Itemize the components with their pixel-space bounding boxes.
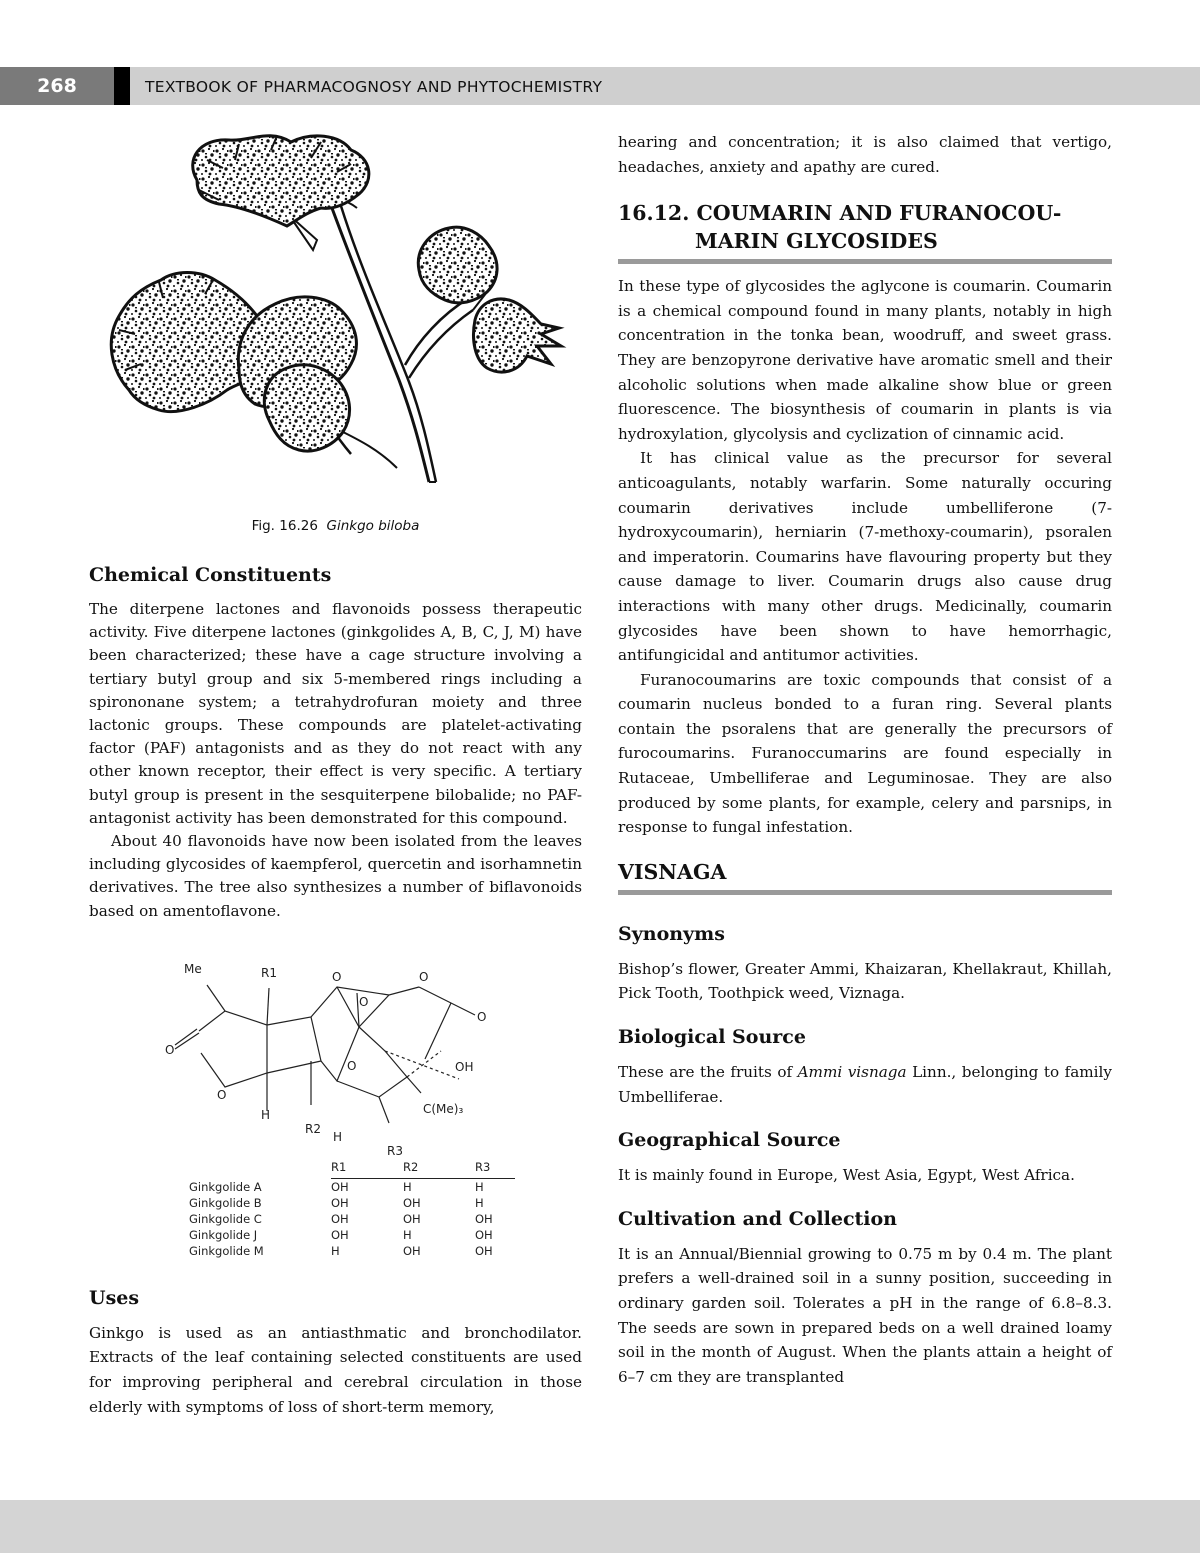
biological-source-heading: Biological Source [618,1026,806,1049]
table-cell: OH [475,1211,493,1226]
table-cell: H [403,1179,412,1194]
section-heading-line-2: MARIN GLYCOSIDES [695,229,938,254]
table-row [189,1227,515,1243]
table-cell: Ginkgolide C [189,1211,262,1226]
table-cell: OH [475,1243,493,1258]
table-header-cell: R2 [403,1159,475,1179]
table-cell: H [403,1227,412,1242]
ginkgolide-structure [89,943,582,1273]
table-cell: Ginkgolide A [189,1179,262,1194]
figure-caption [89,518,582,534]
figure-label: Fig. 16.26 [251,518,318,534]
figure-caption-text: Ginkgo biloba [326,518,420,534]
label-o-right: O [477,1009,487,1024]
table-cell: OH [331,1227,349,1242]
table-header-cell [189,1159,331,1179]
page-number: 268 [0,67,114,105]
chemical-constituents-paragraph-2: About 40 flavonoids have now been isolated from the leaves including glycosides of kaempferol, quercetin and isorhamnetin derivatives. The tree also synthesizes a number of biflavonoids based on amentoflavone. [89,832,582,920]
table-cell: Ginkgolide B [189,1195,262,1210]
label-r1: R1 [261,965,277,980]
table-cell: OH [403,1211,421,1226]
synonyms-paragraph: Bishop’s flower, Greater Ammi, Khaizaran, Khellakraut, Khillah, Pick Tooth, Toothpick weed, Viznaga. [618,959,1112,1003]
section-heading-visnaga [618,858,1112,895]
ginkgo-figure [89,120,582,510]
table-header-cell: R1 [331,1159,403,1179]
uses-paragraph: Ginkgo is used as an antiasthmatic and bronchodilator. Extracts of the leaf containing selected constituents are used for improving peripheral and cerebral circulation in those elderly with symptoms of loss of short-term memory, [89,1323,582,1416]
bio-text-post: Linn., belonging to family Umbelliferae. [618,1063,1112,1106]
table-header-cell: R3 [475,1159,515,1179]
left-column [89,120,582,1419]
label-o-ring: O [217,1087,227,1102]
table-row [189,1178,515,1195]
table-cell: Ginkgolide J [189,1227,258,1242]
table-header-row [189,1159,515,1179]
running-title: TEXTBOOK OF PHARMACOGNOSY AND PHYTOCHEMISTRY [145,78,603,96]
table-cell: H [475,1179,484,1194]
label-me: Me [184,961,202,976]
section-rule [618,259,1112,264]
label-o-carbonyl: O [359,994,369,1009]
footer-bar [0,1500,1200,1553]
table-row [189,1195,515,1211]
cultivation-paragraph: It is an Annual/Biennial growing to 0.75 m by 0.4 m. The plant prefers a well-drained soil in a sunny position, succeeding in ordinary garden soil. Tolerates a pH in the range of 6.8–8.3. The seeds are sown in prepared beds on a well drained loamy soil in the month of August. When the plants attain a height of 6–7 cm they are transplanted [618,1244,1112,1386]
right-column [618,130,1112,1389]
table-cell: H [331,1243,340,1258]
synonyms-heading: Synonyms [618,922,725,945]
species-name: Ammi visnaga [797,1063,907,1082]
label-h-bottom: H [333,1129,343,1144]
cultivation-heading: Cultivation and Collection [618,1207,897,1230]
section-heading-line-1: 16.12. COUMARIN AND FURANOCOU- [618,201,1062,226]
biological-source-paragraph [618,1060,1112,1109]
chemical-constituents-paragraph-1: The diterpene lactones and flavonoids possess therapeutic activity. Five diterpene lactones (ginkgolides A, B, C, J, M) have been characterized; these have a cage structure involving a tertiary butyl group and six 5-membered rings including a spirononane system; a tetrahydrofuran moiety and three lactonic groups. These compounds are platelet-activating factor (PAF) antagonists and as they do not react with any other known receptor, their effect is very specific. A tertiary butyl group is present in the sesquiterpene bilobalide; no PAF-antagonist activity has been demonstrated for this compound. [89,600,582,827]
table-cell: OH [331,1211,349,1226]
label-h-left: H [261,1107,271,1122]
label-cme3: C(Me)₃ [423,1101,464,1116]
table-cell: OH [331,1179,349,1194]
label-o-top-right: O [419,969,429,984]
ginkgolide-table [189,1159,515,1259]
bio-text-pre: These are the fruits of [618,1063,798,1082]
label-o-top-left: O [332,969,342,984]
table-cell: OH [475,1227,493,1242]
table-cell: OH [403,1243,421,1258]
label-o-inner: O [347,1058,357,1073]
table-row [189,1211,515,1227]
ginkgo-leaves-drawing [89,120,582,510]
coumarin-paragraph-3: Furanocoumarins are toxic compounds that consist of a coumarin nucleus bonded to a furan ring. Several plants contain the psoralens that are generally the precursors of furocoumarins. Furanoccumarins are found especially in Rutaceae, Umbelliferae and Leguminosae. They are also produced by some plants, for example, celery and parsnips, in response to fungal infestation. [618,670,1112,837]
coumarin-paragraph-2: It has clinical value as the precursor for several anticoagulants, notably warfarin. Some naturally occuring coumarin derivatives include umbelliferone (7-hydroxycoumarin), herniarin (7-methoxy-coumarin), psoralen and imperatorin. Coumarins have flavouring property but they cause damage to liver. Coumarin drugs also cause drug interactions with many other drugs. Medicinally, coumarin glycosides have been shown to have hemorrhagic, antifungicidal and antitumor activities. [618,449,1112,665]
table-row [189,1243,515,1259]
ginkgolide-structure-diagram [89,943,582,1158]
visnaga-heading: VISNAGA [618,859,727,884]
label-oh: OH [455,1059,474,1074]
continued-paragraph: hearing and concentration; it is also claimed that vertigo, headaches, anxiety and apathy are cured. [618,133,1112,176]
section-rule [618,890,1112,895]
section-heading-coumarin [618,199,1112,264]
table-cell: H [475,1195,484,1210]
coumarin-paragraph-1: In these type of glycosides the aglycone is coumarin. Coumarin is a chemical compound found in many plants, notably in high concentration in the tonka bean, woodruff, and sweet grass. They are benzopyrone derivative have aromatic smell and their alcoholic solutions when made alkaline show blue or green fluorescence. The biosynthesis of coumarin in plants is via hydroxylation, glycolysis and cyclization of cinnamic acid. [618,277,1112,443]
table-cell: Ginkgolide M [189,1243,264,1258]
label-r3: R3 [387,1143,403,1158]
table-cell: OH [331,1195,349,1210]
geographical-source-heading: Geographical Source [618,1129,841,1152]
running-header [0,67,1200,105]
label-r2: R2 [305,1121,321,1136]
chemical-constituents-heading: Chemical Constituents [89,564,332,586]
uses-heading: Uses [89,1286,140,1309]
label-o-left-carbonyl: O [165,1042,175,1057]
header-separator [114,67,130,105]
table-cell: OH [403,1195,421,1210]
geographical-source-paragraph: It is mainly found in Europe, West Asia, Egypt, West Africa. [618,1166,1075,1185]
